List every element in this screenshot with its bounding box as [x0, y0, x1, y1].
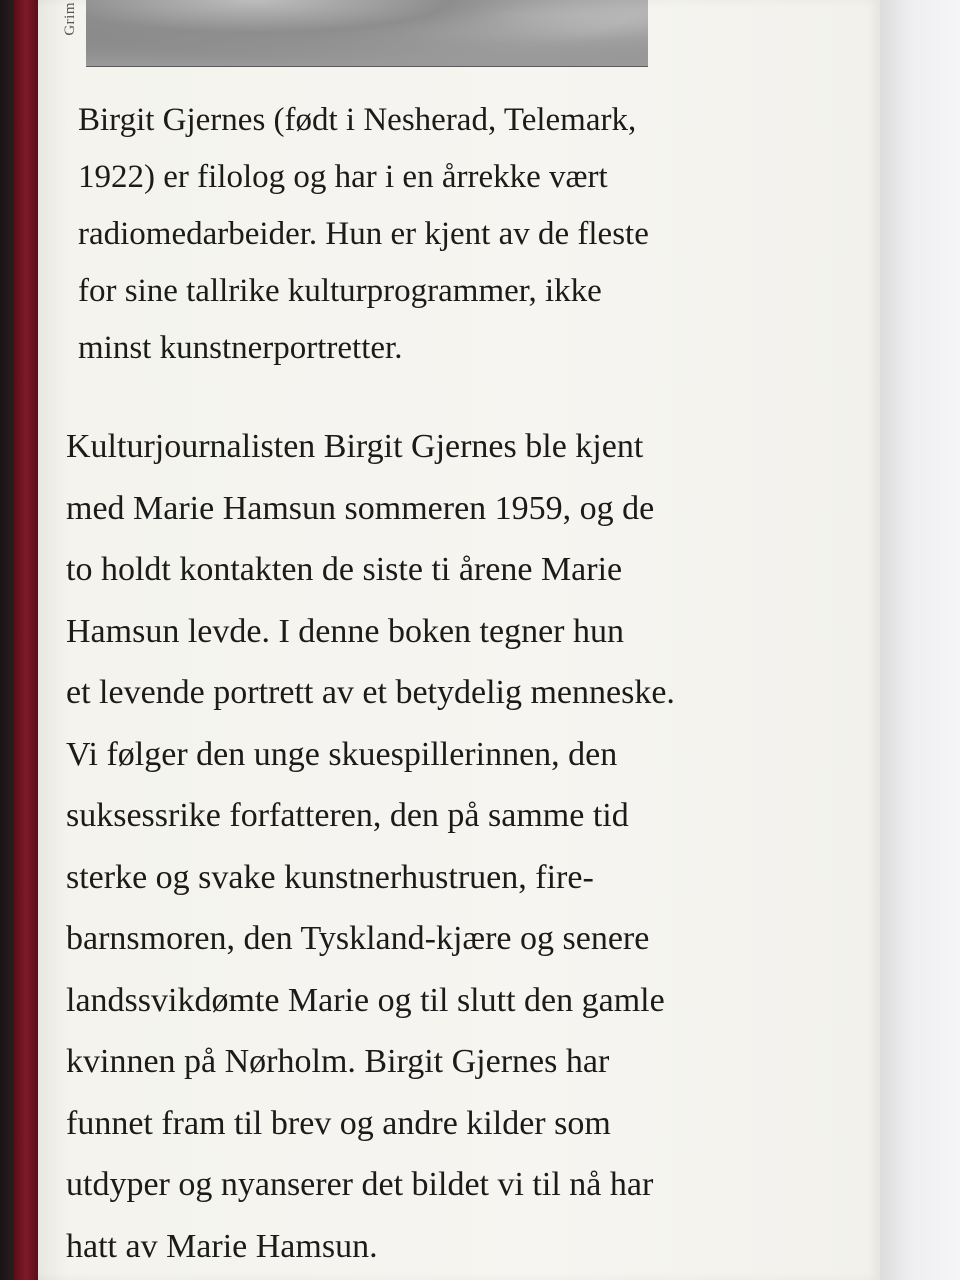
author-bio-paragraph	[78, 92, 818, 377]
text-line: landssvikdømte Marie og til slutt den gamle	[66, 981, 665, 1019]
text-line: suksessrike forfatteren, den på samme tid	[66, 797, 629, 834]
text-line: et levende portrett av et betydelig menneske.	[66, 674, 675, 711]
text-line: for sine tallrike kulturprogrammer, ikke	[78, 273, 602, 309]
text-line: Hamsun levde. I denne boken tegner hun	[66, 612, 624, 650]
text-line: radiomedarbeider. Hun er kjent av de fleste	[78, 216, 649, 252]
background-surface	[880, 0, 960, 1280]
text-line: 1922) er filolog og har i en årrekke vært	[78, 159, 608, 195]
text-line: Vi følger den unge skuespillerinnen, den	[66, 735, 618, 773]
text-line: hatt av Marie Hamsun.	[66, 1227, 378, 1265]
text-line: to holdt kontakten de siste ti årene Marie	[66, 551, 623, 588]
book-description-paragraph	[66, 416, 826, 1277]
book-cover-red-edge	[14, 0, 38, 1280]
photo-credit: Grim	[62, 2, 78, 36]
text-line: sterke og svake kunstnerhustruen, fire-	[66, 858, 594, 896]
text-line: utdyper og nyanserer det bildet vi til nå har	[66, 1166, 654, 1203]
text-line: Kulturjournalisten Birgit Gjernes ble kjent	[66, 428, 644, 465]
text-line: Birgit Gjernes (født i Nesherad, Telemark,	[78, 102, 637, 138]
text-line: kvinnen på Nørholm. Birgit Gjernes har	[66, 1043, 610, 1080]
text-line: med Marie Hamsun sommeren 1959, og de	[66, 489, 655, 527]
author-photo	[86, 0, 648, 67]
book-spine-shadow	[0, 0, 14, 1280]
text-line: funnet fram til brev og andre kilder som	[66, 1104, 611, 1142]
text-line: barnsmoren, den Tyskland-kjære og senere	[66, 920, 650, 957]
text-line: minst kunstnerportretter.	[78, 330, 403, 366]
